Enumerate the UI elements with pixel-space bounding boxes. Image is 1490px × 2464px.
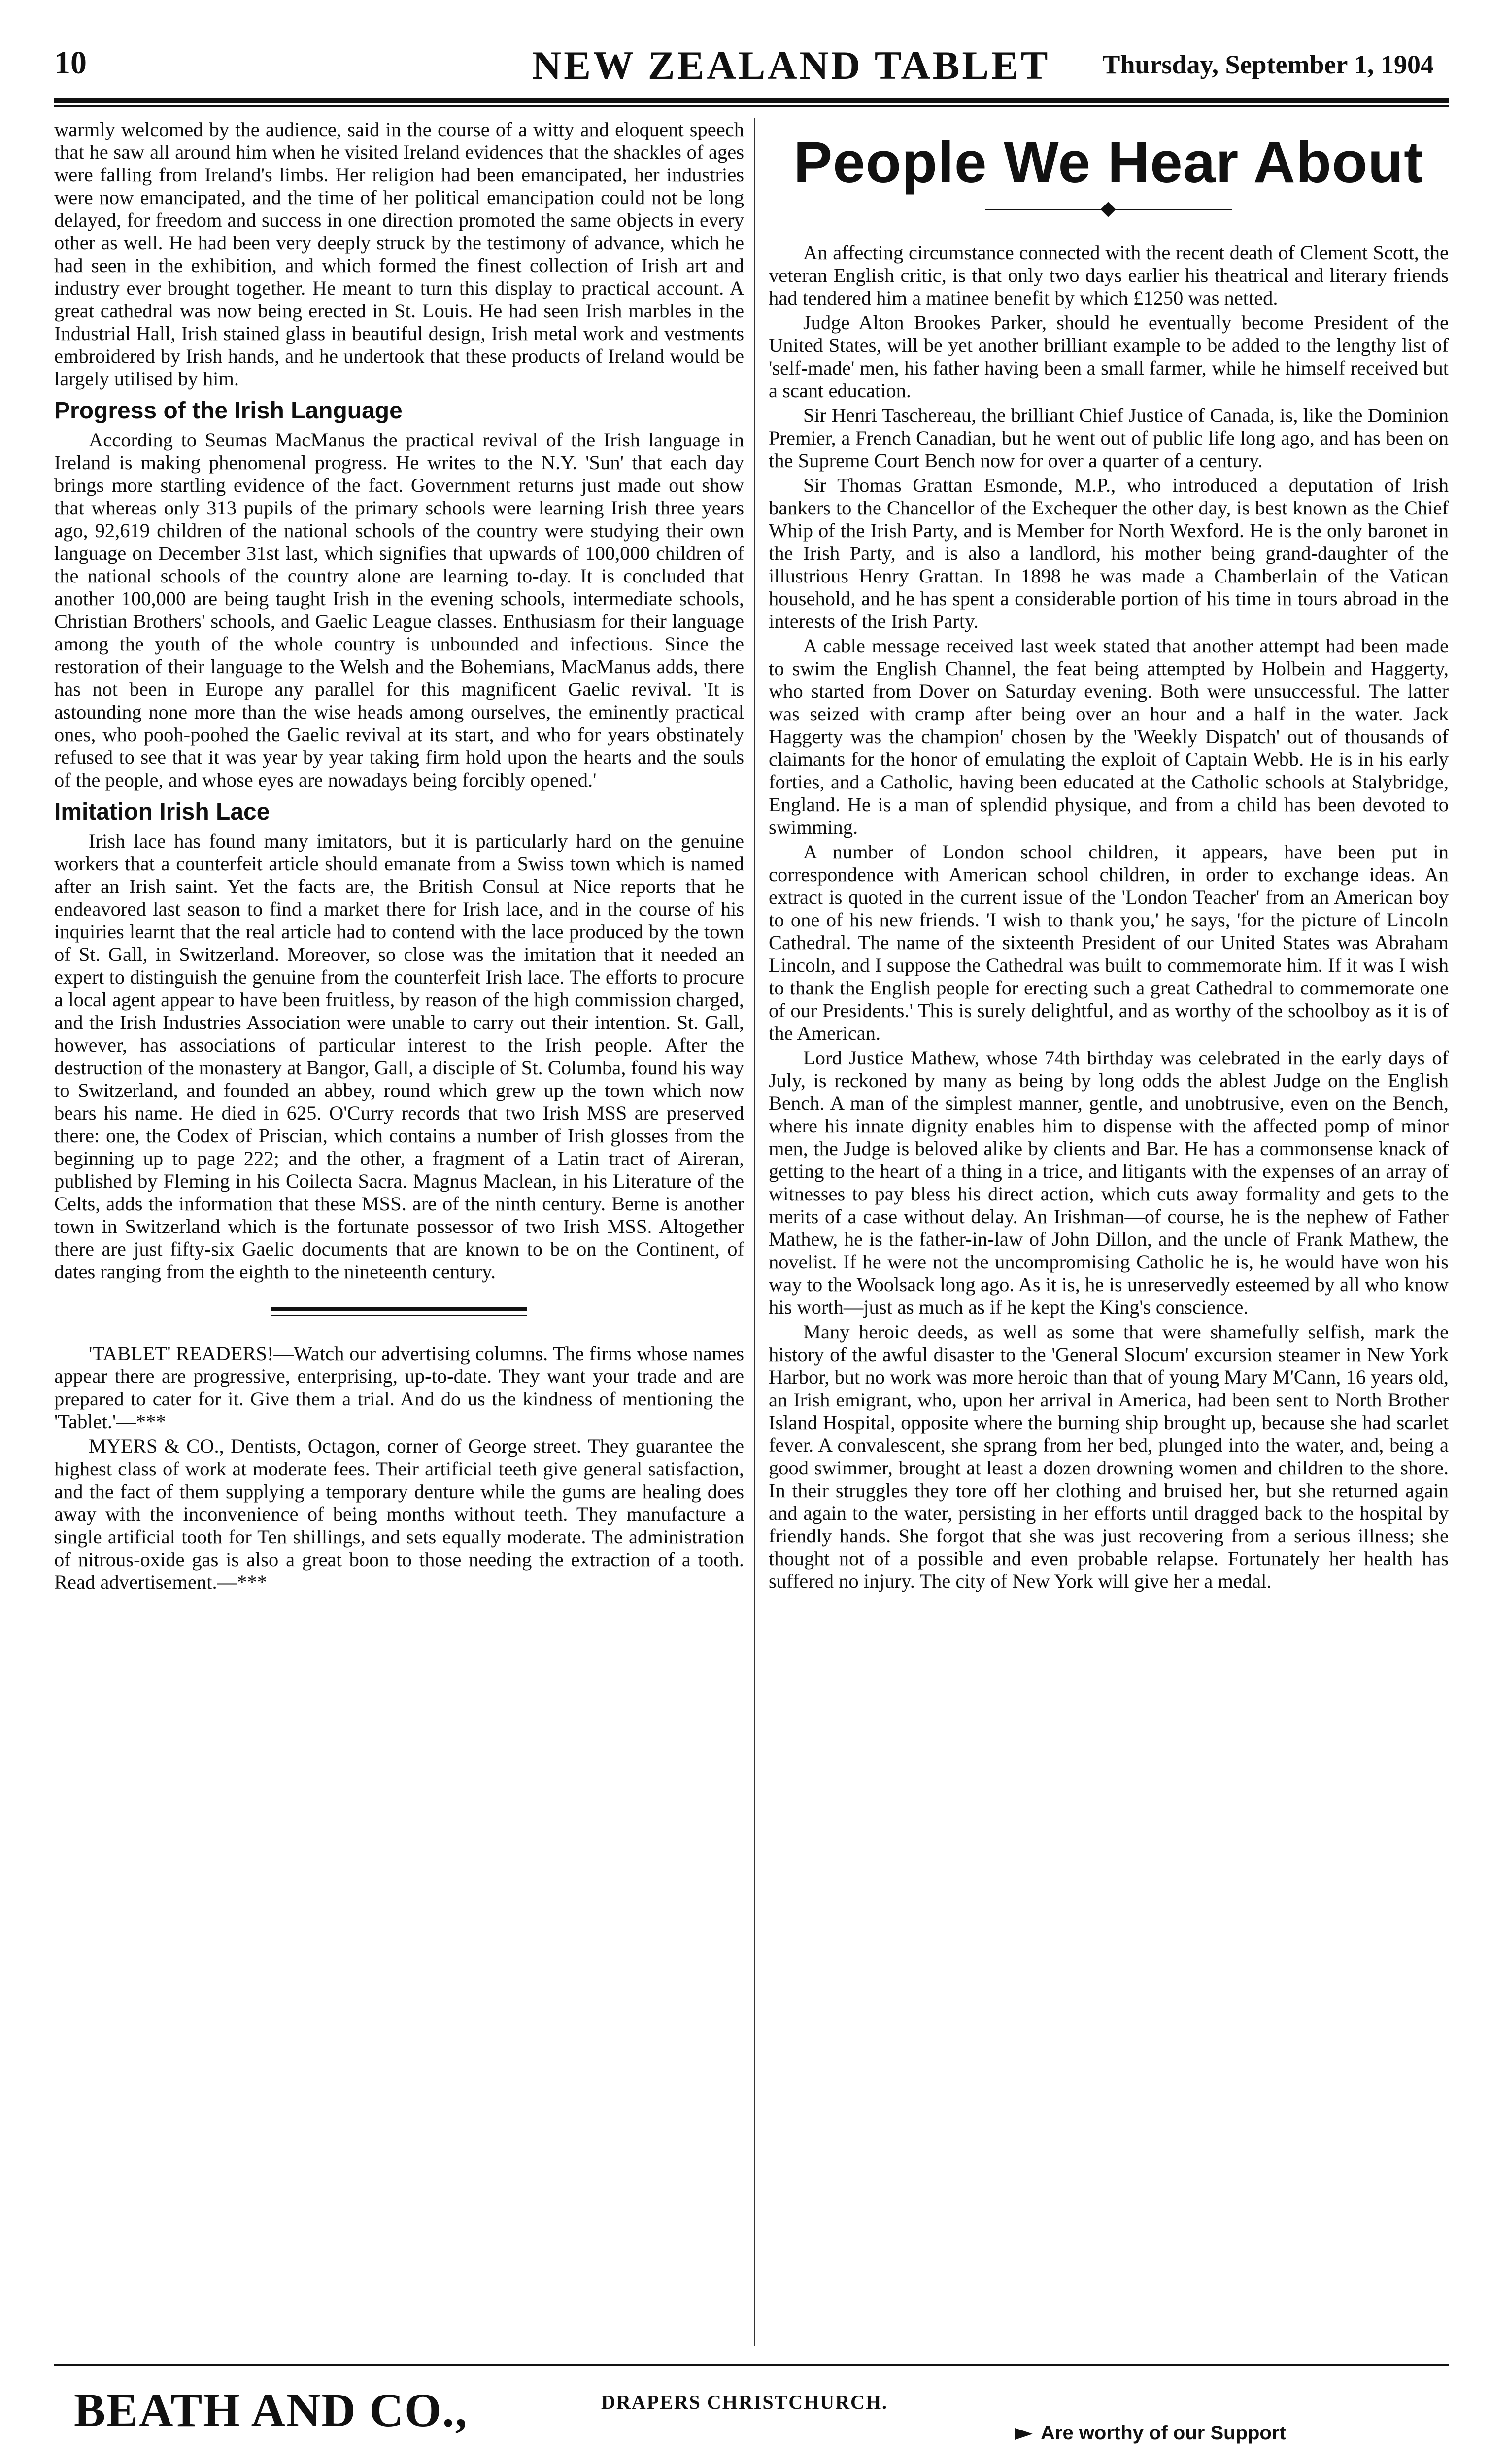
paragraph-school-children: A number of London school children, it appears, have been put in correspondence with American school children, in order to exchange ideas. An extract is quoted in the current issue of the 'London Teacher' from an American boy to one of his new friends. 'I wish to thank you,' he says, 'for the picture of Lincoln Cathedral. The name of the sixteenth President of our United States was Abraham Lincoln, and I suppose the Cathedral was built to commemorate him. If it was I wish to thank the English people for erecting such a great Cathedral to commemorate one of our Presidents.' This is surely delightful, and as worthy of the schoolboy as it is of the American. [769, 841, 1449, 1044]
advertiser-descriptor: DRAPERS CHRISTCHURCH. [601, 2391, 888, 2413]
section-heading-irish-language: Progress of the Irish Language [54, 398, 403, 424]
irish-lace-paragraph: Irish lace has found many imitators, but it is particularly hard on the genuine workers that a counterfeit article should emanate from a Swiss town which is named after an Irish saint. Yet the facts are, the British Consul at Nice reports that he endeavored last season to find a market there for Irish lace, and in the course of his inquiries learnt that the real article had to contend with the lace produced by the town of St. Gall, in Switzerland. Moreover, so close was the imitation that it needed an expert to distinguish the genuine from the counterfeit Irish lace. The efforts to procure a local agent appear to have been fruitless, by reason of the high commission charged, and the Irish Industries Association were unable to carry out their intention. St. Gall, however, has associations of particular interest to the Irish people. After the destruction of the monastery at Bangor, Gall, a disciple of St. Columba, found his way to Switzerland, and founded an abbey, round which grew up the town which now bears his name. He died in 625. O'Curry records that two Irish MSS are preserved there: one, the Codex of Priscian, which contains a number of Irish glosses from the beginning up to page 222; and the other, a fragment of a Latin tract of Aireran, published by Fleming in his Coilecta Sacra. Magnus Maclean, in his Literature of the Celts, adds the information that these MSS. are of the ninth century. Berne is another town in Switzerland which is the fortunate possessor of two Irish MSS. Altogether there are just fifty-six Gaelic documents that are known to be on the Continent, of dates ranging from the eighth to the nineteenth century. [54, 830, 744, 1283]
support-line [1015, 2422, 1286, 2444]
diamond-icon [1100, 202, 1116, 217]
people-we-hear-about-heading: People We Hear About [793, 130, 1424, 195]
footer-advert [54, 2373, 1449, 2462]
section-divider [54, 1303, 744, 1323]
right-column [769, 118, 1449, 1595]
masthead [54, 30, 1434, 89]
advertiser-name: BEATH AND CO., [74, 2384, 468, 2436]
tablet-readers-notice: 'TABLET' READERS!—Watch our advertising columns. The firms whose names appear there are progressive, enterprising, up-to-date. They want your trade and are prepared to cater for it. Give them a trial. And do us the kindness of mentioning the 'Tablet.'—*** [54, 1342, 744, 1433]
intro-paragraph: warmly welcomed by the audience, said in the course of a witty and eloquent speech that he saw all around him when he visited Ireland evidences that the shackles of ages were falling from Ireland's limbs. Her religion had been emancipated, her industries were now emancipated, and the time of her political emancipation could not be long delayed, for freedom and success in one direction promoted the same objects in every other as well. He had been very deeply struck by the testimony of advance, which he had seen in the exhibition, and which formed the finest collection of Irish art and industry ever brought together. He meant to turn this display to practical account. A great cathedral was now being erected in St. Louis. He had seen Irish marbles in the Industrial Hall, Irish stained glass in beautiful design, Irish metal work and vestments embroidered by Irish hands, and he undertook that these products of Ireland would be largely utilised by him. [54, 118, 744, 390]
section-heading-irish-lace: Imitation Irish Lace [54, 799, 270, 825]
divider-thin [271, 1315, 527, 1316]
paragraph-judge-parker: Judge Alton Brookes Parker, should he eventually become President of the United States, will be yet another brilliant example to be added to the lengthy list of 'self-made' men, his father having been a small farmer, while he himself received but a scant education. [769, 311, 1449, 402]
paper-title: NEW ZEALAND TABLET [532, 43, 1050, 88]
pointing-hand-icon [1015, 2428, 1033, 2440]
column-divider [754, 118, 755, 2346]
paragraph-lord-justice-mathew: Lord Justice Mathew, whose 74th birthday was celebrated in the early days of July, is reckoned by many as being by long odds the ablest Judge on the English Bench. A man of the simplest manner, gentle, and unobtrusive, even on the Bench, where his innate dignity enables him to dispense with the affected pomp of minor men, the Judge is beloved alike by clients and Bar. He has a commonsense knack of getting to the heart of a thing in a trice, and litigants with the expenses of an array of witnesses to pay bless his direct action, which cuts away formality and gets to the merits of a case without delay. An Irishman—of course, he is the nephew of Father Mathew, he is the father-in-law of John Dillon, and the uncle of Frank Mathew, the novelist. If he were not the uncompromising Catholic he is, he would have won his way to the Woolsack long ago. As it is, he is unreservedly esteemed by all who know his worth—just as much as if he kept the King's conscience. [769, 1047, 1449, 1318]
paragraph-mary-mccann: Many heroic deeds, as well as some that were shamefully selfish, mark the history of the awful disaster to the 'General Slocum' excursion steamer in New York Harbor, but no work was more heroic than that of young Mary M'Cann, 16 years old, an Irish emigrant, who, upon her arrival in America, had been sent to North Brother Island Hospital, opposite where the burning ship brought up, because she had scarlet fever. A convalescent, she sprang from her bed, plunged into the water, and, being a good swimmer, brought at least a dozen drowning women and children to the shore. In their struggles they tore off her clothing and bruised her, but she returned again and again to the water, persisting in her efforts until dragged back to the hospital by friendly hands. She forgot that she was just recovering from a serious illness; she thought not of a possible and even probable relapse. Fortunately her health has suffered no injury. The city of New York will give her a medal. [769, 1321, 1449, 1592]
issue-date: Thursday, September 1, 1904 [1102, 50, 1434, 79]
masthead-rule [54, 98, 1449, 103]
left-column [54, 118, 744, 1596]
heading-ornament [985, 202, 1232, 217]
paragraph-channel-swim: A cable message received last week stated that another attempt had been made to swim the English Channel, the feat being attempted by Holbein and Haggerty, who started from Dover on Saturday evening. Both were unsuccessful. The latter was seized with cramp after being over an hour and a half in the water. Jack Haggerty was the champion' chosen by the 'Weekly Dispatch' out of thousands of claimants for the honor of emulating the exploit of Captain Webb. He is in his early forties, and a Catholic, having been educated at the Catholic schools at Stalybridge, England. He is a man of splendid physique, and from a child has been devoted to swimming. [769, 635, 1449, 838]
divider-thick [271, 1307, 527, 1311]
paragraph-grattan-esmonde: Sir Thomas Grattan Esmonde, M.P., who introduced a deputation of Irish bankers to the Chancellor of the Exchequer the other day, is best known as the Chief Whip of the Irish Party, and is Member for North Wexford. He is the only baronet in the Irish Party, and is also a landlord, his mother being grand-daughter of the illustrious Henry Grattan. In 1898 he was made a Chamberlain of the Vatican household, and he has spent a considerable portion of his time in tours abroad in the interests of the Irish Party. [769, 474, 1449, 632]
page-number: 10 [54, 45, 87, 81]
irish-language-paragraph: According to Seumas MacManus the practical revival of the Irish language in Ireland is making phenomenal progress. He writes to the N.Y. 'Sun' that each day brings more startling evidence of the fact. Government returns just made out show that whereas only 313 pupils of the primary schools were learning Irish three years ago, 92,619 children of the national schools of the country were studying their own language on December 31st last, which signifies that upwards of 100,000 children of the national schools of the country alone are learning to-day. It is concluded that another 100,000 are being taught Irish in the evening schools, intermediate schools, Christian Brothers' schools, and Gaelic League classes. Enthusiasm for their language among the youth of the whole country is unbounded and infectious. Since the restoration of their language to the Welsh and the Bohemians, MacManus adds, there has not been in Europe any parallel for this magnificent Gaelic revival. 'It is astounding none more than the wise heads among ourselves, the eminently practical ones, who pooh-poohed the Gaelic revival at its start, and who for years obstinately refused to see that it was year by year taking firm hold upon the hearts and the souls of the people, and whose eyes are nowadays being forcibly opened.' [54, 429, 744, 791]
footer-rule [54, 2364, 1449, 2366]
masthead-rule-thin [54, 105, 1449, 107]
paragraph-clement-scott: An affecting circumstance connected with the recent death of Clement Scott, the veteran English critic, is that only two days earlier his theatrical and literary friends had tendered him a matinee benefit by which £1250 was netted. [769, 241, 1449, 309]
support-text: Are worthy of our Support [1041, 2422, 1286, 2444]
paragraph-henri-taschereau: Sir Henri Taschereau, the brilliant Chief Justice of Canada, is, like the Dominion Premier, a French Canadian, but he went out of public life long ago, and has been on the Supreme Court Bench now for over a quarter of a century. [769, 404, 1449, 472]
myers-dentists-notice: MYERS & CO., Dentists, Octagon, corner of George street. They guarantee the highest class of work at moderate fees. Their artificial teeth give general satisfaction, and the fact of them supplying a temporary denture while the gums are healing does away with the inconvenience of being months without teeth. They manufacture a single artificial tooth for Ten shillings, and sets equally moderate. The administration of nitrous-oxide gas is also a great boon to those needing the extraction of a tooth. Read advertisement.—*** [54, 1435, 744, 1593]
